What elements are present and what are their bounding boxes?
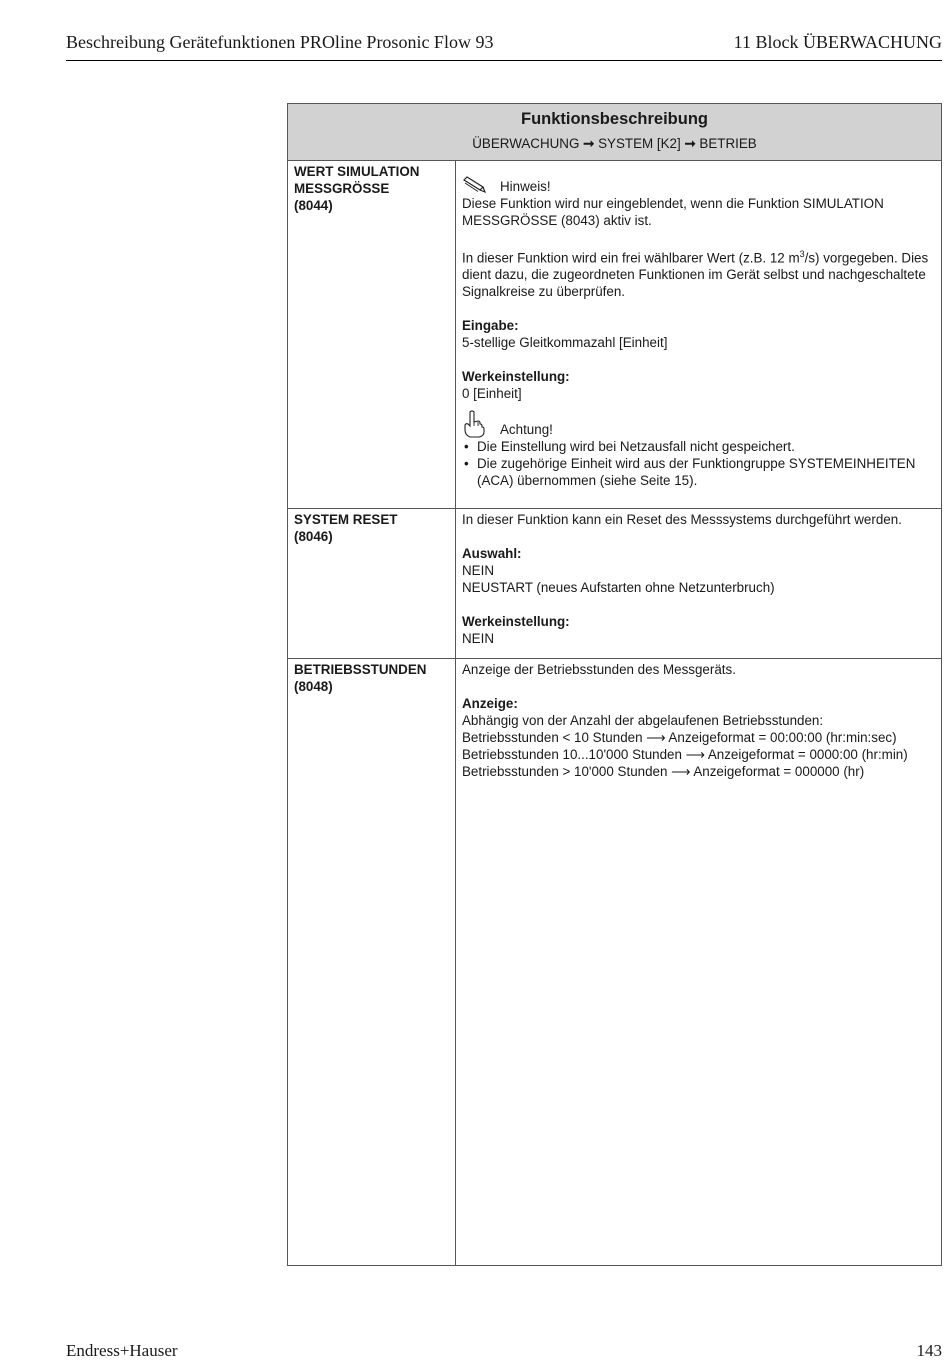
function-explanation: In dieser Funktion kann ein Reset des Messsystems durchgeführt werden.	[462, 512, 902, 527]
function-name-cell	[288, 161, 456, 508]
function-description-cell	[456, 509, 941, 651]
caution-line	[462, 410, 935, 438]
caution-list	[462, 438, 935, 489]
hint-line	[462, 175, 935, 195]
selection-option: NEIN	[462, 563, 494, 578]
caution-label: Achtung!	[500, 422, 553, 438]
selection-label: Auswahl:	[462, 546, 522, 561]
arrow-right-icon: ➞	[583, 136, 595, 151]
hint-label: Hinweis!	[500, 179, 551, 194]
list-item: • Die Einstellung wird bei Netzausfall nicht gespeichert.	[462, 438, 935, 455]
function-row-8048	[288, 659, 941, 1265]
explanation-part-2: /s) vorgegeben. Dies dient dazu, die zugeordneten Funktionen im Gerät selbst und nachgeschaltete Signalkreise zu überprüfen.	[462, 250, 929, 300]
function-row-8044	[288, 161, 941, 509]
function-code: (8044)	[294, 198, 333, 213]
display-format-line: Betriebsstunden > 10'000 Stunden ⟶ Anzeigeformat = 000000 (hr)	[462, 764, 865, 779]
function-name: SYSTEM RESET	[294, 512, 398, 527]
path-segment-2: SYSTEM [K2]	[598, 136, 681, 151]
function-description-cell	[456, 659, 941, 784]
function-code: (8048)	[294, 679, 333, 694]
function-description-cell	[456, 161, 941, 493]
selection-option: NEUSTART (neues Aufstarten ohne Netzunterbruch)	[462, 580, 775, 595]
brand-name: Endress+Hauser	[66, 1341, 178, 1360]
table-header	[288, 104, 941, 161]
factory-setting-label: Werkeinstellung:	[462, 614, 570, 629]
arrow-right-icon: ➞	[684, 136, 696, 151]
pointing-hand-icon	[462, 410, 486, 438]
display-intro: Abhängig von der Anzahl der abgelaufenen Betriebsstunden:	[462, 713, 824, 728]
explanation-superscript: 3	[799, 249, 805, 259]
function-name-line2: MESSGRÖSSE	[294, 181, 390, 196]
input-value: 5-stellige Gleitkommazahl [Einheit]	[462, 335, 668, 351]
function-explanation	[462, 246, 935, 300]
function-description-table	[287, 103, 942, 1266]
factory-setting-value: NEIN	[462, 631, 494, 646]
factory-setting-label: Werkeinstellung:	[462, 369, 570, 385]
list-item: • Die zugehörige Einheit wird aus der Funktiongruppe SYSTEMEINHEITEN (ACA) übernommen (siehe Seite 15).	[462, 455, 935, 489]
table-title: Funktionsbeschreibung	[520, 110, 708, 128]
display-label: Anzeige:	[462, 696, 518, 711]
display-format-line: Betriebsstunden 10...10'000 Stunden ⟶ Anzeigeformat = 0000:00 (hr:min)	[462, 747, 908, 762]
explanation-part-1: In dieser Funktion wird ein frei wählbarer Wert (z.B. 12 m	[462, 250, 800, 266]
header-chapter-title: 11 Block ÜBERWACHUNG	[733, 32, 942, 52]
function-name-cell	[288, 509, 456, 658]
function-row-8046	[288, 509, 941, 659]
path-segment-1: ÜBERWACHUNG	[472, 136, 580, 151]
function-name-line1: WERT SIMULATION	[294, 164, 420, 179]
function-explanation: Anzeige der Betriebsstunden des Messgeräts.	[462, 662, 736, 677]
factory-setting-value: 0 [Einheit]	[462, 386, 522, 402]
header-document-title: Beschreibung Gerätefunktionen PROline Prosonic Flow 93	[66, 32, 494, 52]
menu-path	[288, 135, 941, 152]
pencil-note-icon	[462, 175, 486, 195]
page-number: 143	[916, 1341, 942, 1360]
function-name-cell	[288, 659, 456, 1265]
path-segment-3: BETRIEB	[699, 136, 757, 151]
function-code: (8046)	[294, 529, 333, 544]
page-header	[66, 30, 942, 61]
hint-text: Diese Funktion wird nur eingeblendet, wenn die Funktion SIMULATION MESSGRÖSSE (8043) aktiv ist.	[462, 196, 884, 228]
function-name: BETRIEBSSTUNDEN	[294, 662, 427, 677]
input-label: Eingabe:	[462, 318, 519, 334]
display-format-line: Betriebsstunden < 10 Stunden ⟶ Anzeigeformat = 00:00:00 (hr:min:sec)	[462, 730, 897, 745]
